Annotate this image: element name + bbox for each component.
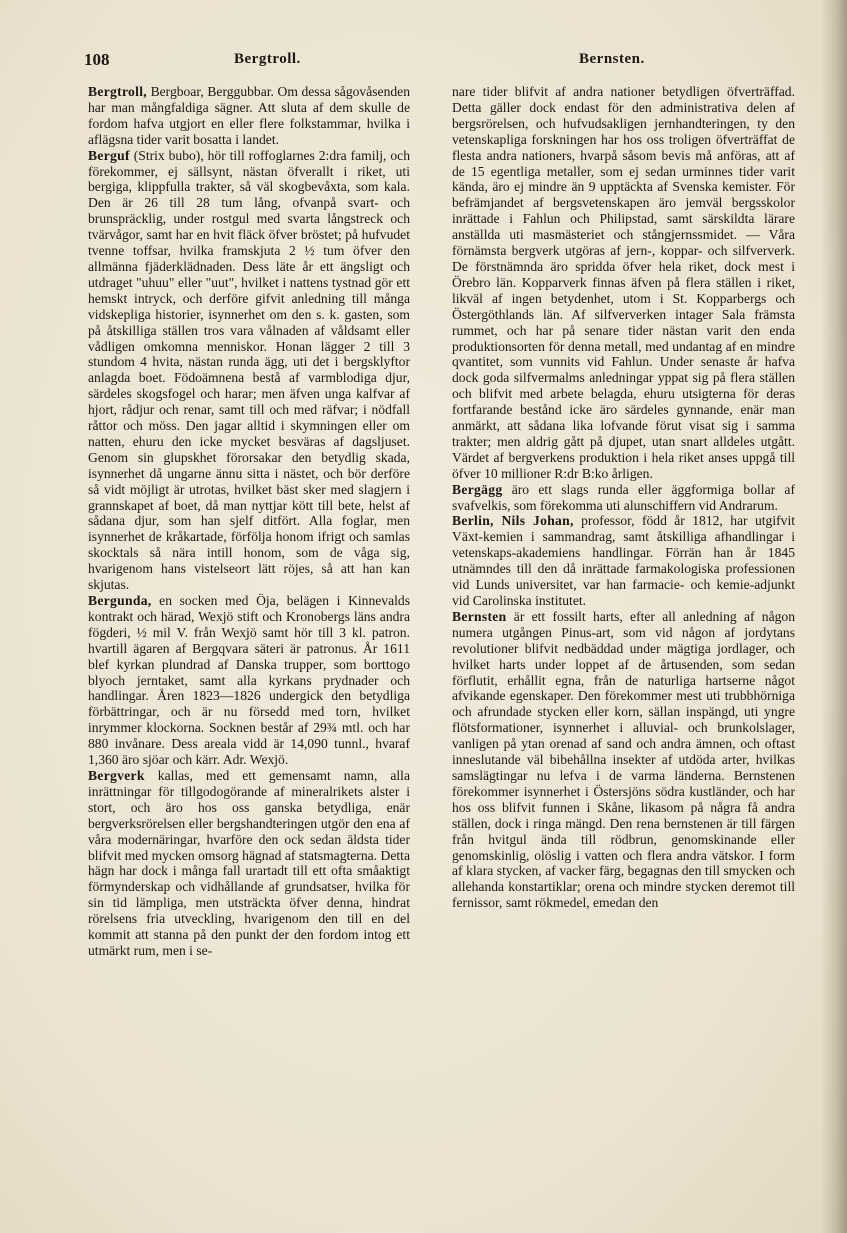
entry-headword: Bergunda, [88,593,152,608]
entry-berlin [452,513,795,608]
entry-text: är ett fossilt harts, efter all anledning af någon numera utgången Pinus-art, som vid någon af jordytans revolutioner blifvit nedbäddad under mägtiga jordlager, och hvilket harts under loppet af de årtusenden, som sedan förflutit, erhållit egna, från de naturliga hartserne något afvikande egenskaper. Den förekommer mest uti trubbhörniga och afrundade stycken eller korn, sällan inspängd, uti yngre flötsformationer, isynnerhet i alluvial- och brunkolslager, vanligen på ytan orenad af sand och andra ämnen, och oftast inneslutande väl bibehållna insekter af utdöda arter, hvilkas samslägtingar nu lefva i de varma länderna. Bernstenen förekommer isynnerhet i Östersjöns södra kustländer, och har hos oss blifvit funnen i Skåne, likasom på några få andra ställen, dock i ringa mängd. Den rena bernstenen är till färgen från hvitgul ända till rödbrun, genomskinande eller genomskinlig, olöslig i vatten och flera andra vätskor. I form af klara stycken, af vacker färg, begagnas den till smycken och allehanda konstartiklar; orena och mindre stycken deremot till fernissor, samt rökmedel, emedan den [452,608,795,911]
entry-text: (Strix bubo), hör till roffoglarnes 2:dra familj, och förekommer, ej sällsynt, nästan öfverallt i riket, uti bergiga, klippfulla trakter, så väl skogbevåxta, som kala. Den är 26 till 28 tum lång, ofvanpå svart- och brunspräcklig, under rostgul med svarta långstreck och tvärvågor, samt har en hvit fläck öfver bröstet; på hufvudet tvenne toffsar, hvilka framskjuta 2 ½ tum öfver den allmänna fjäderklädnaden. Dess läte år ett ängsligt och utdraget "uhuu" eller "uut", hvilket i nattens tystnad gör ett hemskt intryck, och derföre gifvit anledning till många vidskepliga historier, isynnerhet om den s. k. gasten, som på åtskilliga ställen tros vara vålnaden af våldsamt eller vådligen omkomna menniskor. Honan lägger 2 till 3 stundom 4 hvita, nästan runda ägg, uti det i bergsklyftor anlagda boet. Födoämnena bestå af varmblodiga djur, särdeles skogsfogel och harar; men äfven unga kalfvar af hjort, rådjur och renar, samt till och med räfvar; i nödfall råttor och möss. Den jagar alltid i skymningen eller om natten, ehuru den icke mycket besväras af dagsljuset. Genom sin glupskhet förorsakar den betydlig skada, isynnerhet då ungarne ännu sitta i nästet, och bör derföre så vidt möjligt är utrotas, hvilket bäst sker med slagjern i grannskapet af boet, då man nyttjar kött till bete, helst af sådana djur, som han sjelf ditfört. Alla foglar, men isynnerhet de kråkartade, förfölja honom ifrigt och samlas skocktals så nära intill honom, som de våga sig, hvarigenom hans vistelseort lätt röjes, så att han kan skjutas. [88,147,410,593]
entry-bernsten [452,609,795,911]
entry-headword: Bergverk [88,767,145,783]
right-column [452,84,795,1195]
entry-text: nare tider blifvit af andra nationer betydligen öfverträffad. Detta gäller dock endast för den administrativa delen af bergsrörelsen, och hufvudsakligen jernhandteringen, ty den vetenskapliga forskningen har hos oss troligen öfverträffat de flesta andra nationers, hvarpå såsom bevis må anföras, att af de 15 egentliga metaller, som ej sedan urminnes tider varit kända, äro ej mindre än 9 upptäckta af Svenska kemister. För befrämjandet af bergsvetenskapen äro jemväl bergsskolor inrättade i Fahlun och Philipstad, samt särskildta lärare anställda uti masmästeriet och stångjernssmidet. — Våra förnämsta bergverk utgöras af jern-, koppar- och silfververk. De förstnämnda äro spridda öfver hela riket, dock mest i Örebro län. Kopparverk finnas äfven på flera ställen i riket, likväl af ingen betydenhet, utom i St. Kopparbergs och Östergöthlands län. Af silfververken intager Sala främsta rummet, och har på senare tider nästan varit den enda produktionsorten för denna metall, med undantag af en mindre qvantitet, som vunnits vid Fahlun. Under senaste år hafva dock goda silfvermalms anledningar yppat sig på flera ställen och blifvit med arbete belagda, ehuru utsigterna för deras fortfarande bestånd icke äro särdeles gynnande, enär man anmärkt, att sådana lika lofvande förut visat sig i samma trakter; men aldrig gått på djupet, utan snart alldeles utgått. Värdet af bergverkens produktion i hela riket anses uppgå till öfver 10 millioner R:dr B:ko årligen. [452,84,795,481]
entry-bergunda [88,593,410,768]
page-header [84,50,664,74]
entry-headword: Berguf [88,147,130,163]
entry-text: professor, född år 1812, har utgifvit Växt-kemien i sammandrag, samt åtskilliga afhandlingar i vetenskaps-akademiens handlingar. Förrän han år 1845 utnämndes till den då inrättade farmakologiska professionen vid Lunds universitet, var han farmacie- och kemie-adjunkt vid Carolinska institutet. [452,513,795,608]
entry-headword: Bernsten [452,608,507,624]
page-number: 108 [84,50,110,69]
entry-headword: Bergägg [452,481,503,497]
entry-text: en socken med Öja, belägen i Kinnevalds kontrakt och härad, Wexjö stift och Kronobergs läns andra fögderi, ½ mil V. från Wexjö samt hör till 3 kl. patron. hvartill ägaren af Bergqvara säteri är patronus. År 1611 blef kyrkan plundrad af Danska trupper, som borttogo blyoch jerntaket, samt alla kyrkans prydnader och handlingar. Åren 1823—1826 undergick den betydliga förbättringar, och är nu försedd med torn, hvilket inrymmer klockorna. Socknen består af 29¾ mtl. och har 880 invånare. Dess areala vidd är 14,090 tunnl., hvaraf 1,360 äro sjöar och kärr. Adr. Wexjö. [88,593,410,768]
entry-bergverk [88,768,410,959]
entry-bergagg [452,482,795,514]
running-head-left: Bergtroll. [234,51,301,67]
entry-berguf [88,148,410,593]
entry-headword: Berlin, Nils Johan, [452,513,574,529]
entry-text: äro ett slags runda eller äggformiga bollar af svafvelkis, som förekomma uti alunschiffern vid Andrarum. [452,481,795,513]
entry-bergverk-continued [452,84,795,482]
left-column [88,84,410,1195]
entry-headword: Bergtroll, [88,84,147,99]
entry-text: kallas, med ett gemensamt namn, alla inrättningar för tillgodogörande af mineralrikets alster i stort, och äro hos oss ganska betydliga, enär bergverksrörelsen eller bergshandteringen utgör den ena af våra modernäringar, hvarföre den ock sedan äldsta tider blifvit med mycken omsorg hägnad af statsmagterna. Detta hägn har dock i många fall urartadt till ett ofta småaktigt förmynderskap och vidhållande af grundsatser, hvilka för sin tid lämpliga, men utsträckta öfver denna, hindrat rörelsens fria utveckling, hvarigenom den till en del kommit att stanna på den punkt der den fordom intog ett utmärkt rum, men i se- [88,767,410,958]
entry-text: Bergboar, Berggubbar. Om dessa sågovåsenden har man mångfaldiga sägner. Att sluta af dem skulle de fordom hafva utgjort en eller flere folkstammar, hvilka i aflägsna tider varit bosatta i landet. [88,84,410,147]
running-head-right: Bernsten. [579,51,645,67]
entry-bergtroll [88,84,410,148]
page-edge-shadow [821,0,847,1233]
